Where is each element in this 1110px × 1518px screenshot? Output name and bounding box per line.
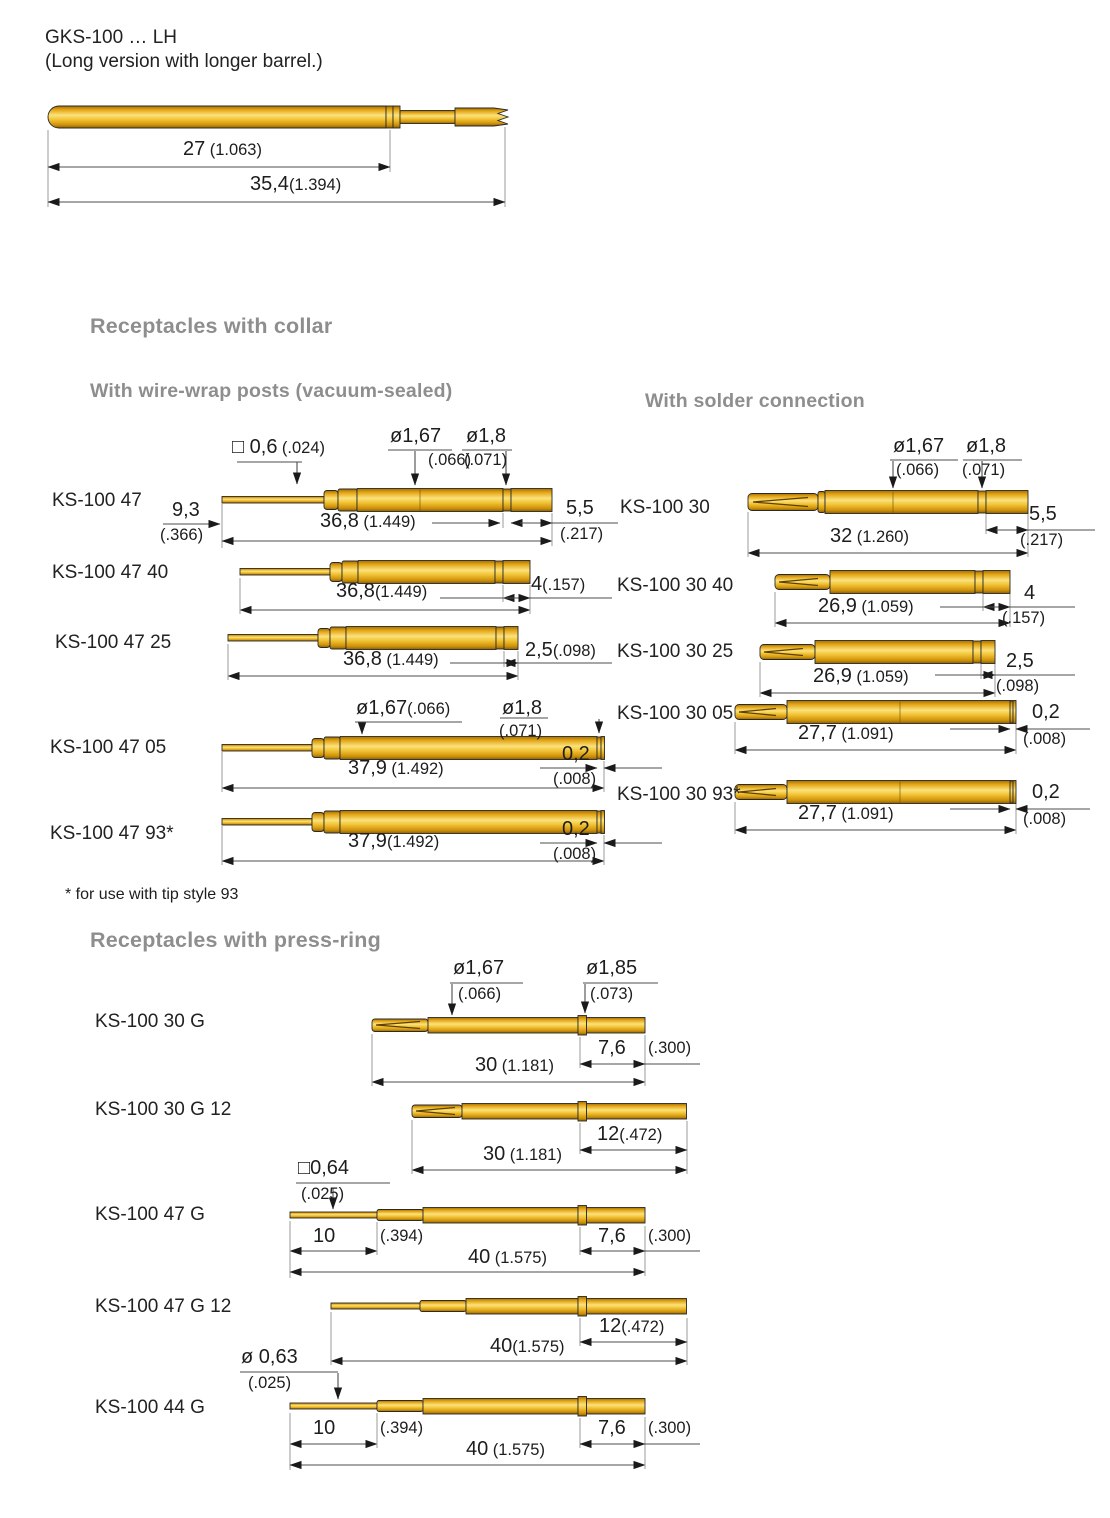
- dim-right-in: (.217): [560, 525, 604, 543]
- dim-square: □ 0,6 (.024): [232, 436, 326, 458]
- row-label: KS-100 30: [620, 497, 710, 518]
- dim-right-in: (.008): [553, 770, 597, 788]
- row-label: KS-100 47 G 12: [95, 1296, 232, 1317]
- dim-length: 30 (1.181): [483, 1143, 562, 1165]
- row-label: KS-100 47 G: [95, 1204, 205, 1225]
- dim-dia2: ø1,8: [466, 425, 507, 447]
- dim-post-in: (.394): [380, 1419, 424, 1437]
- dim-post-in: (.394): [380, 1227, 424, 1245]
- dim-length: 30 (1.181): [475, 1054, 554, 1076]
- dim-dia2-in: (.073): [590, 985, 634, 1003]
- dim-post: 9,3: [172, 499, 200, 521]
- dim-right: 0,2: [1032, 701, 1060, 723]
- dim-dia1: ø1,67: [390, 425, 442, 447]
- heading-receptacles-collar: Receptacles with collar: [90, 314, 333, 338]
- dim-right-in: (.008): [1023, 730, 1067, 748]
- dim-right: 2,5(.098): [525, 639, 596, 661]
- dim-right: 0,2: [562, 818, 590, 840]
- row-label: KS-100 30 93*: [617, 784, 741, 805]
- dim-right: 12(.472): [597, 1123, 663, 1145]
- dim-length: 32 (1.260): [830, 525, 909, 547]
- dim-length: 40(1.575): [490, 1335, 565, 1357]
- dim-dia1: ø1,67(.066): [356, 697, 451, 719]
- dim-gks-354: 35,4(1.394): [250, 173, 342, 195]
- dim-post: 10: [313, 1417, 336, 1439]
- dim-right: 4(.157): [531, 573, 586, 595]
- dim-right: 4: [1024, 582, 1036, 604]
- row-label: KS-100 47 05: [50, 737, 167, 758]
- row-label: KS-100 30 G 12: [95, 1099, 232, 1120]
- dim-square: □0,64: [298, 1157, 350, 1179]
- row-label: KS-100 30 25: [617, 641, 734, 662]
- dim-length: 26,9 (1.059): [813, 665, 909, 687]
- dim-right-in: (.300): [648, 1039, 692, 1057]
- dim-gks-27: 27 (1.063): [183, 138, 262, 160]
- dim-right-in: (.300): [648, 1227, 692, 1245]
- dim-right-in: (.098): [996, 677, 1040, 695]
- dim-dia1: ø1,67: [453, 957, 505, 979]
- dim-dia1-in: (.066): [428, 451, 472, 469]
- dim-dia2: ø1,85: [586, 957, 638, 979]
- dim-right: 2,5: [1006, 650, 1034, 672]
- footnote: * for use with tip style 93: [65, 886, 239, 903]
- dim-right-in: (.157): [1002, 609, 1046, 627]
- dim-right-in: (.217): [1020, 531, 1064, 549]
- dim-right: 7,6: [598, 1225, 626, 1247]
- dim-dia2-in: (.071): [464, 451, 508, 469]
- dim-dia1: ø 0,63: [241, 1346, 298, 1368]
- row-label: KS-100 47 40: [52, 562, 169, 583]
- dim-length: 27,7 (1.091): [798, 802, 894, 824]
- dim-length: 36,8 (1.449): [343, 648, 439, 670]
- dim-post: 10: [313, 1225, 336, 1247]
- dim-right: 0,2: [562, 743, 590, 765]
- dim-length: 36,8(1.449): [336, 580, 428, 602]
- dim-length: 40 (1.575): [468, 1246, 547, 1268]
- dim-right-in: (.300): [648, 1419, 692, 1437]
- dim-right: 0,2: [1032, 781, 1060, 803]
- row-label: KS-100 47 93*: [50, 823, 174, 844]
- dim-dia1: ø1,67: [893, 435, 945, 457]
- dim-length: 36,8 (1.449): [320, 510, 416, 532]
- dim-dia2-in: (.071): [962, 461, 1006, 479]
- page-title: GKS-100 … LH: [45, 27, 177, 48]
- heading-wirewrap: With wire-wrap posts (vacuum-sealed): [90, 380, 453, 402]
- dim-right: 7,6: [598, 1037, 626, 1059]
- dim-length: 37,9(1.492): [348, 830, 440, 852]
- dim-dia1-in: (.025): [248, 1374, 292, 1392]
- heading-solder: With solder connection: [645, 390, 865, 412]
- row-label: KS-100 47 25: [55, 632, 172, 653]
- dim-square-in: (.025): [301, 1185, 345, 1203]
- dim-right: 5,5: [566, 497, 594, 519]
- dim-dia2: ø1,8: [966, 435, 1007, 457]
- dim-right: 7,6: [598, 1417, 626, 1439]
- dim-dia1-in: (.066): [458, 985, 502, 1003]
- row-label: KS-100 44 G: [95, 1397, 205, 1418]
- row-label: KS-100 30 G: [95, 1011, 205, 1032]
- dim-length: 26,9 (1.059): [818, 595, 914, 617]
- row-label: KS-100 47: [52, 490, 142, 511]
- probe-drawing-ks-100-47: [163, 450, 618, 548]
- dim-dia2-in: (.071): [499, 722, 543, 740]
- dim-right: 5,5: [1029, 503, 1057, 525]
- dim-right-in: (.008): [1023, 810, 1067, 828]
- heading-pressring: Receptacles with press-ring: [90, 928, 381, 952]
- dim-dia1-in: (.066): [896, 461, 940, 479]
- dim-dia2: ø1,8: [502, 697, 543, 719]
- dim-post-in: (.366): [160, 526, 204, 544]
- row-label: KS-100 30 40: [617, 575, 734, 596]
- dim-length: 37,9 (1.492): [348, 757, 444, 779]
- row-label: KS-100 30 05: [617, 703, 734, 724]
- page-subtitle: (Long version with longer barrel.): [45, 51, 323, 72]
- dim-right: 12(.472): [599, 1315, 665, 1337]
- dim-length: 27,7 (1.091): [798, 722, 894, 744]
- dim-right-in: (.008): [553, 845, 597, 863]
- dim-length: 40 (1.575): [466, 1438, 545, 1460]
